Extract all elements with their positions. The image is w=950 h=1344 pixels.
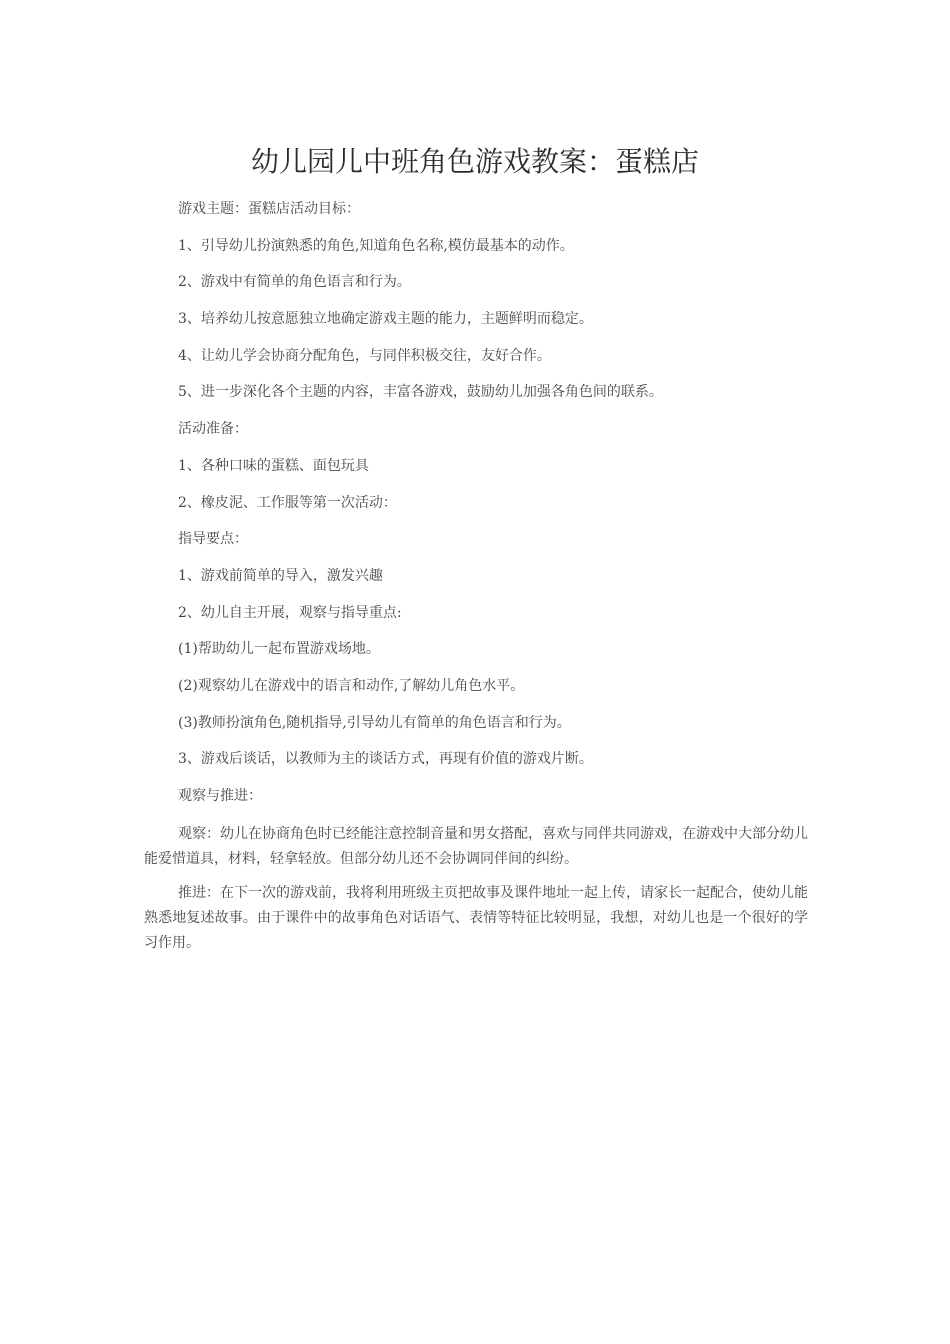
paragraph-observation: 观察：幼儿在协商角色时已经能注意控制音量和男女搭配，喜欢与同伴共同游戏，在游戏中大部分幼儿能爱惜道具，材料，轻拿轻放。但部分幼儿还不会协调同伴间的纠纷。	[144, 825, 808, 867]
paragraph-guidance-heading: 指导要点：	[178, 531, 248, 548]
paragraph-preparation-heading: 活动准备：	[178, 421, 248, 438]
paragraph-preparation-1: 1、各种口味的蛋糕、面包玩具	[178, 457, 369, 474]
paragraph-goal-5: 5、进一步深化各个主题的内容，丰富各游戏，鼓励幼儿加强各角色间的联系。	[178, 384, 663, 401]
paragraph-goal-2: 2、游戏中有简单的角色语言和行为。	[178, 274, 411, 291]
document-body	[144, 198, 808, 965]
paragraph-observation-heading: 观察与推进：	[178, 788, 262, 804]
paragraph-guidance-1: 1、游戏前简单的导入，激发兴趣	[178, 567, 383, 584]
paragraph-preparation-2: 2、橡皮泥、工作服等第一次活动：	[178, 494, 397, 511]
document-title: 幼儿园儿中班角色游戏教案：蛋糕店	[250, 145, 699, 178]
paragraph-guidance-2: 2、幼儿自主开展，观察与指导重点:	[178, 604, 402, 621]
paragraph-theme-goals: 游戏主题：蛋糕店活动目标：	[178, 201, 360, 217]
paragraph-guidance-2-1: (1)帮助幼儿一起布置游戏场地。	[178, 641, 380, 658]
paragraph-guidance-3: 3、游戏后谈话，以教师为主的谈话方式，再现有价值的游戏片断。	[178, 751, 593, 768]
paragraph-goal-4: 4、让幼儿学会协商分配角色，与同伴积极交往，友好合作。	[178, 347, 551, 364]
paragraph-guidance-2-2: (2)观察幼儿在游戏中的语言和动作,了解幼儿角色水平。	[178, 677, 525, 694]
paragraph-goal-1: 1、引导幼儿扮演熟悉的角色,知道角色名称,模仿最基本的动作。	[178, 237, 574, 254]
paragraph-guidance-2-3: (3)教师扮演角色,随机指导,引导幼儿有简单的角色语言和行为。	[178, 714, 571, 731]
paragraph-goal-3: 3、培养幼儿按意愿独立地确定游戏主题的能力，主题鲜明而稳定。	[178, 311, 593, 328]
paragraph-advancement: 推进：在下一次的游戏前，我将利用班级主页把故事及课件地址一起上传，请家长一起配合，使幼儿能熟悉地复述故事。由于课件中的故事角色对话语气、表情等特征比较明显，我想，对幼儿也是一个很好的学习作用。	[144, 884, 808, 951]
